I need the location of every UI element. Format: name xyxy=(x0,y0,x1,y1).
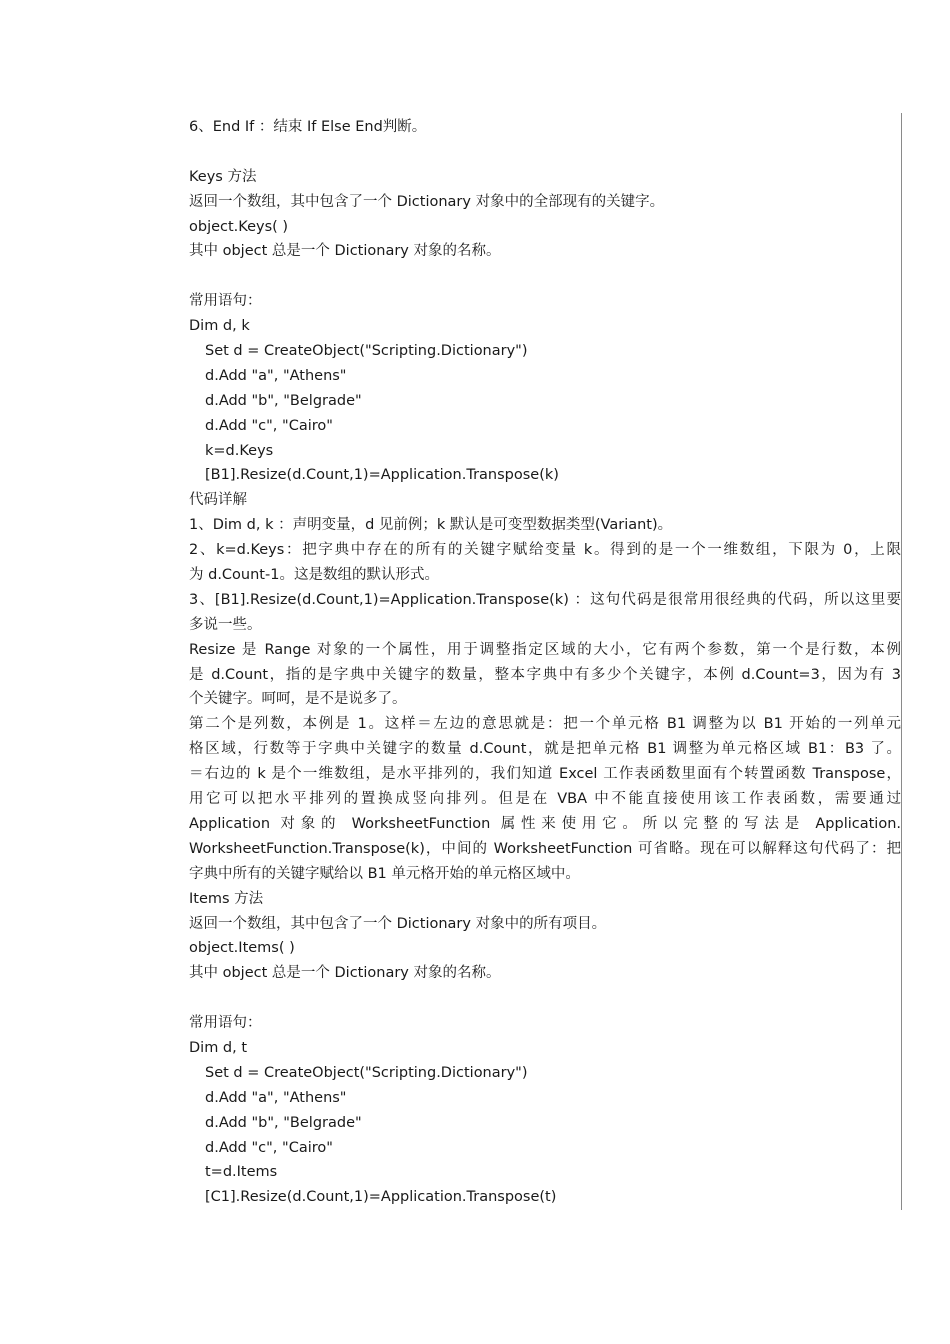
items-syntax: object.Items( ) xyxy=(189,940,295,957)
explanation-2-cont: 为 d.Count-1。这是数组的默认形式。 xyxy=(189,567,439,584)
code-line: Dim d, t xyxy=(189,1039,248,1056)
code-line: [C1].Resize(d.Count,1)=Application.Transpose(t) xyxy=(205,1189,557,1206)
resize-paragraph-line: Resize 是 Range 对象的一个属性，用于调整指定区域的大小，它有两个参数，第一个是行数，本例 xyxy=(189,641,901,658)
columns-paragraph-line: 用它可以把水平排列的置换成竖向排列。但是在 VBA 中不能直接使用该工作表函数，需要通过 xyxy=(189,791,901,808)
code-line: d.Add "c", "Cairo" xyxy=(205,1139,333,1156)
resize-paragraph-line: 是 d.Count，指的是字典中关键字的数量，整本字典中有多少个关键字，本例 d.Count=3，因为有 3 xyxy=(189,666,901,683)
keys-description: 返回一个数组，其中包含了一个 Dictionary 对象中的全部现有的关键字。 xyxy=(189,193,665,210)
code-line: d.Add "a", "Athens" xyxy=(205,367,347,384)
columns-paragraph-line: 格区域，行数等于字典中关键字的数量 d.Count，就是把单元格 B1 调整为单元格区域 B1：B3 了。 xyxy=(189,741,901,758)
items-object-note: 其中 object 总是一个 Dictionary 对象的名称。 xyxy=(189,965,501,982)
columns-paragraph-line: 第二个是列数，本例是 1。这样＝左边的意思就是：把一个单元格 B1 调整为以 B1 开始的一列单元 xyxy=(189,716,901,733)
columns-paragraph-line: WorksheetFunction.Transpose(k)，中间的 WorksheetFunction 可省略。现在可以解释这句代码了：把 xyxy=(189,840,901,857)
common-statements-label: 常用语句： xyxy=(189,293,262,310)
right-margin-rule xyxy=(901,113,902,1210)
code-line: d.Add "a", "Athens" xyxy=(205,1089,347,1106)
code-line: Dim d, k xyxy=(189,318,250,335)
resize-paragraph-line: 个关键字。呵呵，是不是说多了。 xyxy=(189,691,407,708)
code-line: Set d = CreateObject("Scripting.Dictionary") xyxy=(205,343,528,360)
explanation-2: 2、k=d.Keys：把字典中存在的所有的关键字赋给变量 k。得到的是一个一维数组，下限为 0，上限 xyxy=(189,542,901,559)
items-method-heading: Items 方法 xyxy=(189,890,264,907)
code-line: k=d.Keys xyxy=(205,442,274,459)
keys-object-note: 其中 object 总是一个 Dictionary 对象的名称。 xyxy=(189,243,501,260)
columns-paragraph-line: Application 对象的 WorksheetFunction 属性来使用它。所以完整的写法是 Application. xyxy=(189,815,901,832)
end-if-explanation: 6、End If ：结束 If Else End判断。 xyxy=(189,119,427,135)
blank-line xyxy=(189,140,901,165)
keys-syntax: object.Keys( ) xyxy=(189,218,289,235)
code-line: d.Add "b", "Belgrade" xyxy=(205,1114,362,1131)
explanation-1: 1、Dim d, k ：声明变量，d 见前例；k 默认是可变型数据类型(Variant)。 xyxy=(189,517,673,534)
code-line: Set d = CreateObject("Scripting.Dictionary") xyxy=(205,1064,528,1081)
code-line: d.Add "b", "Belgrade" xyxy=(205,392,362,409)
explanation-3-cont: 多说一些。 xyxy=(189,616,262,633)
document-body xyxy=(189,115,901,1210)
blank-line xyxy=(189,986,901,1011)
code-line: t=d.Items xyxy=(205,1164,278,1181)
blank-line xyxy=(189,264,901,289)
columns-paragraph-line: 字典中所有的关键字赋给以 B1 单元格开始的单元格区域中。 xyxy=(189,865,580,882)
explanation-3: 3、[B1].Resize(d.Count,1)=Application.Transpose(k) ：这句代码是很常用很经典的代码，所以这里要 xyxy=(189,591,901,608)
common-statements-label: 常用语句： xyxy=(189,1015,262,1032)
items-description: 返回一个数组，其中包含了一个 Dictionary 对象中的所有项目。 xyxy=(189,915,607,932)
code-line: d.Add "c", "Cairo" xyxy=(205,417,333,434)
code-explanation-heading: 代码详解 xyxy=(189,492,247,509)
keys-method-heading: Keys 方法 xyxy=(189,168,257,185)
columns-paragraph-line: ＝右边的 k 是个一维数组，是水平排列的，我们知道 Excel 工作表函数里面有个转置函数 Transpose， xyxy=(189,766,901,783)
code-line: [B1].Resize(d.Count,1)=Application.Transpose(k) xyxy=(205,467,559,484)
